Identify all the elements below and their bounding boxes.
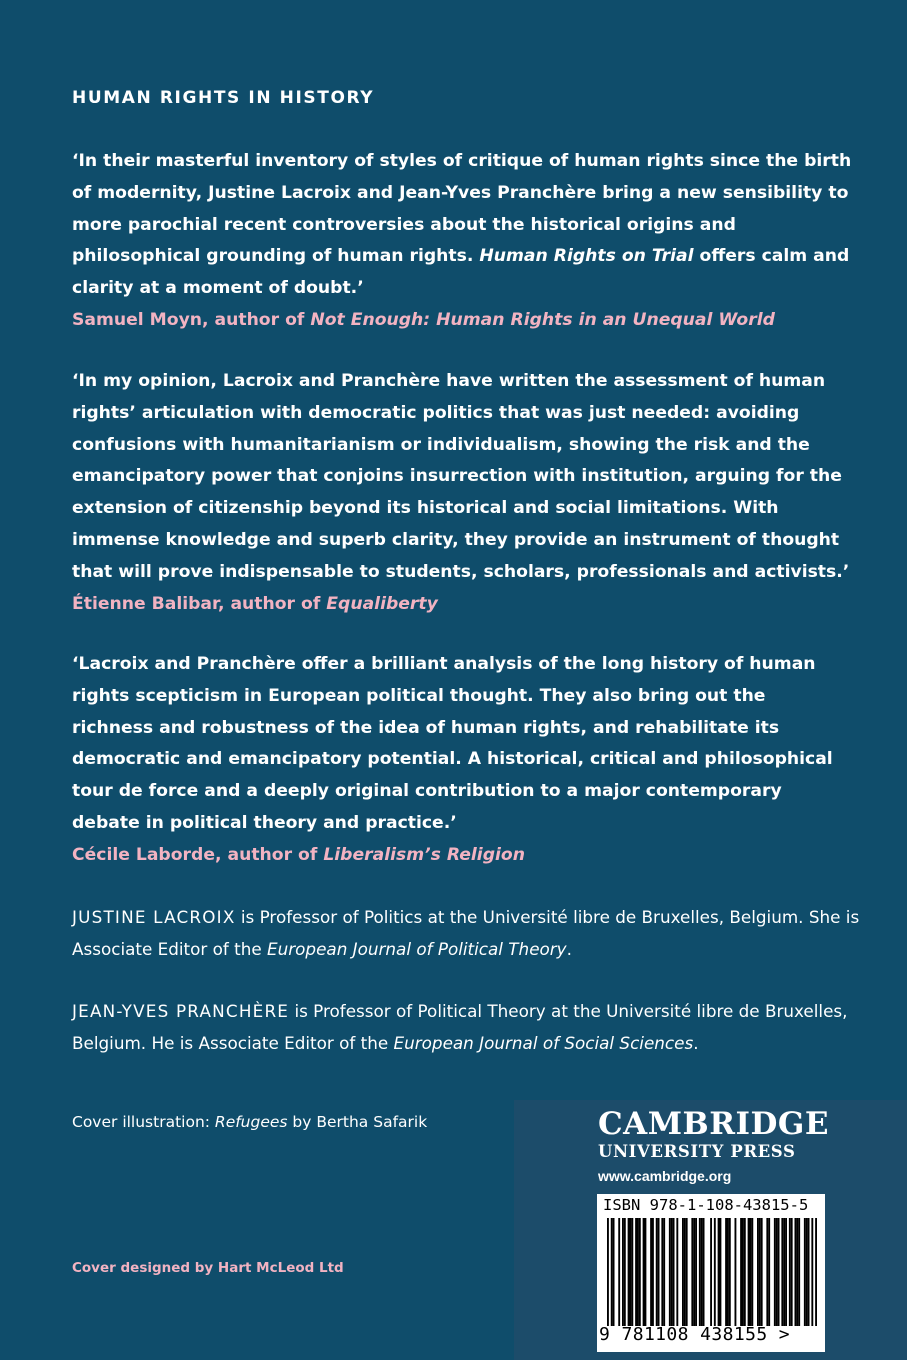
quote-moyn <box>72 146 852 337</box>
barcode-bar <box>720 1218 722 1326</box>
barcode-bar <box>759 1218 761 1326</box>
ean-digits: 9 781108 438155 > <box>599 1324 791 1345</box>
attribution-work: Equaliberty <box>326 593 438 614</box>
barcode-bar <box>768 1218 770 1326</box>
barcode-bar <box>624 1218 626 1326</box>
barcode-bar <box>751 1218 753 1326</box>
barcode-bar <box>796 1218 798 1326</box>
barcode-bar <box>637 1218 639 1326</box>
barcode-bar <box>656 1218 658 1326</box>
quote-attribution <box>72 840 852 872</box>
barcode-bar <box>783 1218 785 1326</box>
barcode-bar <box>806 1218 808 1326</box>
barcode-bar <box>795 1218 797 1326</box>
barcode-bar <box>613 1218 615 1326</box>
barcode-bar <box>766 1218 768 1326</box>
barcode-bar <box>635 1218 637 1326</box>
bio-text: is Professor of Political Theory at the Université libre de Bruxelles, Belgium. He is Associate Editor of the <box>72 1001 848 1053</box>
barcode-bar <box>639 1218 641 1326</box>
barcode-bar <box>785 1218 787 1326</box>
barcode-bar <box>791 1218 793 1326</box>
barcode-bar <box>663 1218 665 1326</box>
barcode-bar <box>611 1218 613 1326</box>
barcode-bar <box>645 1218 647 1326</box>
barcode-bar <box>631 1218 633 1326</box>
bio-end: . <box>566 938 572 959</box>
barcode-bar <box>669 1218 671 1326</box>
barcode-bar <box>761 1218 763 1326</box>
barcode-bar <box>661 1218 663 1326</box>
bio-journal: European Journal of Political Theory <box>267 938 567 959</box>
bio-journal: European Journal of Social Sciences <box>393 1032 694 1053</box>
barcode-bar <box>622 1218 624 1326</box>
publisher-panel <box>514 1100 907 1360</box>
barcode-bar <box>740 1218 742 1326</box>
barcode-bar <box>673 1218 675 1326</box>
barcode-bar <box>682 1218 684 1326</box>
barcode-bar <box>757 1218 759 1326</box>
barcode-bar <box>735 1218 737 1326</box>
quote-book-title: Human Rights on Trial <box>479 246 694 267</box>
barcode-bar <box>652 1218 654 1326</box>
barcode-bar <box>727 1218 729 1326</box>
quote-balibar <box>72 366 852 620</box>
quote-text: ‘In my opinion, Lacroix and Pranchère have written the assessment of human rights’ articulation with democratic politics that was just needed: avoiding confusions with humanitarianism or individualism, showing the risk and the emancipatory power that conjoins insurrection with institution, arguing for the extension of citizenship beyond its historical and social limitations. With immense knowledge and superb clarity, they provide an instrument of thought that will prove indispensable to students, scholars, professionals and activists.’ <box>72 371 850 582</box>
barcode-bar <box>607 1218 609 1326</box>
attribution-author: Étienne Balibar, author of <box>72 593 327 614</box>
bio-name: JUSTINE LACROIX <box>72 907 236 927</box>
barcode-bar <box>658 1218 660 1326</box>
barcode-bar <box>778 1218 780 1326</box>
credit-prefix: Cover illustration: <box>72 1113 215 1131</box>
barcode-bar <box>710 1218 712 1326</box>
barcode-bar <box>643 1218 645 1326</box>
barcode-bar <box>781 1218 783 1326</box>
attribution-author: Samuel Moyn, author of <box>72 309 311 330</box>
barcode-bar <box>630 1218 632 1326</box>
barcode-bar <box>789 1218 791 1326</box>
barcode-bar <box>725 1218 727 1326</box>
barcode-bar <box>808 1218 810 1326</box>
barcode-bar <box>714 1218 716 1326</box>
barcode-bars <box>607 1218 817 1326</box>
barcode-bar <box>671 1218 673 1326</box>
barcode-bar <box>650 1218 652 1326</box>
barcode-bar <box>686 1218 688 1326</box>
cover-credit <box>72 1113 427 1131</box>
barcode-bar <box>750 1218 752 1326</box>
credit-title: Refugees <box>214 1113 288 1131</box>
barcode-bar <box>693 1218 695 1326</box>
bio-pranchere <box>72 996 862 1059</box>
barcode-bar <box>703 1218 705 1326</box>
barcode-bar <box>811 1218 813 1326</box>
barcode-bar <box>691 1218 693 1326</box>
attribution-author: Cécile Laborde, author of <box>72 844 324 865</box>
barcode-bar <box>744 1218 746 1326</box>
barcode-bar <box>676 1218 678 1326</box>
attribution-work: Liberalism’s Religion <box>323 844 525 865</box>
quote-text-end: offers calm and clarity at a moment of doubt.’ <box>72 246 850 299</box>
barcode-bar <box>628 1218 630 1326</box>
quote-text: ‘In their masterful inventory of styles of critique of human rights since the birth of modernity, Justine Lacroix and Jean-Yves Pranchère bring a new sensibility to more parochial recent controversies about the historical origins and philosophical grounding of human rights. <box>72 151 852 267</box>
designer-credit: Cover designed by Hart McLeod Ltd <box>72 1260 344 1276</box>
attribution-work: Not Enough: Human Rights in an Unequal World <box>310 309 775 330</box>
barcode-bar <box>798 1218 800 1326</box>
barcode-bar <box>776 1218 778 1326</box>
quote-text: ‘Lacroix and Pranchère offer a brilliant analysis of the long history of human rights scepticism in European political thought. They also bring out the richness and robustness of the idea of human rights, and rehabilitate its democratic and emancipatory potential. A historical, critical and philosophical tour de force and a deeply original contribution to a major contemporary debate in political theory and practice.’ <box>72 654 833 833</box>
credit-suffix: by Bertha Safarik <box>287 1113 428 1131</box>
quote-attribution <box>72 305 852 337</box>
quote-laborde <box>72 649 852 872</box>
barcode-bar <box>774 1218 776 1326</box>
bio-text: is Professor of Politics at the Université libre de Bruxelles, Belgium. She is Associate Editor of the <box>72 907 860 959</box>
bio-end: . <box>693 1032 699 1053</box>
barcode-bar <box>699 1218 701 1326</box>
barcode-bar <box>618 1218 620 1326</box>
publisher-name: CAMBRIDGE <box>598 1106 829 1142</box>
isbn-label: ISBN 978-1-108-43815-5 <box>603 1196 809 1214</box>
series-title: HUMAN RIGHTS IN HISTORY <box>72 88 375 108</box>
barcode-bar <box>684 1218 686 1326</box>
barcode-bar <box>695 1218 697 1326</box>
bio-lacroix <box>72 902 862 965</box>
publisher-subtitle: UNIVERSITY PRESS <box>598 1142 796 1161</box>
barcode-bar <box>718 1218 720 1326</box>
quote-attribution <box>72 589 852 621</box>
bio-name: JEAN-YVES PRANCHÈRE <box>72 1001 290 1021</box>
barcode-bar <box>701 1218 703 1326</box>
barcode-bar <box>815 1218 817 1326</box>
barcode-bar <box>742 1218 744 1326</box>
barcode-bar <box>804 1218 806 1326</box>
barcode-bar <box>748 1218 750 1326</box>
barcode <box>597 1194 825 1352</box>
barcode-bar <box>729 1218 731 1326</box>
publisher-url[interactable]: www.cambridge.org <box>598 1168 732 1184</box>
